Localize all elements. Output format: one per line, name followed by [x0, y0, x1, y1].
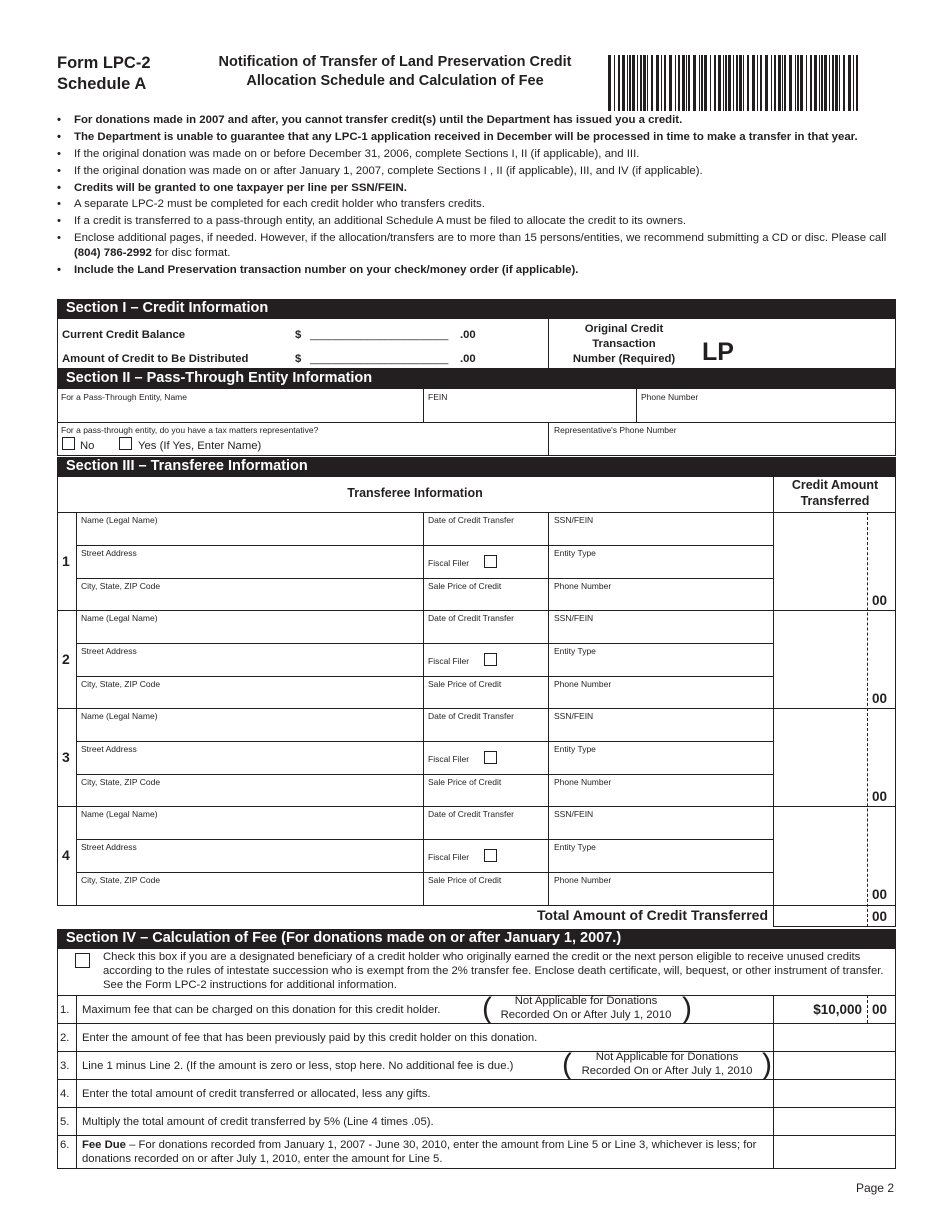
fiscal-filer-label: Fiscal Filer	[428, 754, 470, 764]
amount-distributed-label: Amount of Credit to Be Distributed	[62, 353, 249, 365]
bullet-4: • If the original donation was made on or after January 1, 2007, complete Sections I , II (if applicable), III, and IV (if applicable).	[57, 164, 897, 179]
line-1-cents: 00	[872, 1002, 888, 1017]
line-5-text: Multiply the total amount of credit transferred by 5% (Line 4 times .05).	[82, 1116, 434, 1128]
sale-price-field[interactable]: Sale Price of Credit	[428, 777, 502, 787]
fiscal-filer-label: Fiscal Filer	[428, 852, 470, 862]
transferee-info-heading: Transferee Information	[347, 486, 483, 500]
barcode-bar	[771, 55, 772, 111]
left-paren: (	[482, 992, 492, 1025]
name-field[interactable]: Name (Legal Name)	[81, 809, 158, 819]
divider	[76, 676, 773, 677]
cents-label: 00	[872, 691, 888, 706]
barcode-bar	[739, 55, 742, 111]
section-3-header: Section III – Transferee Information	[57, 457, 896, 476]
divider	[773, 926, 896, 927]
barcode-bar	[704, 55, 707, 111]
line-4-text: Enter the total amount of credit transferred or allocated, less any gifts.	[82, 1088, 431, 1100]
line-5-number: 5.	[60, 1116, 70, 1128]
line-1-value: $10,000	[813, 1002, 862, 1017]
divider	[57, 1023, 896, 1024]
barcode-bar	[795, 55, 796, 111]
sale-price-field[interactable]: Sale Price of Credit	[428, 875, 502, 885]
barcode-bar	[821, 55, 823, 111]
street-field[interactable]: Street Address	[81, 744, 137, 754]
ssn-field[interactable]: SSN/FEIN	[554, 613, 594, 623]
barcode-bar	[806, 55, 807, 111]
barcode-bar	[733, 55, 734, 111]
barcode-bar	[743, 55, 744, 111]
divider	[423, 388, 424, 422]
divider	[548, 512, 549, 906]
barcode-bar	[832, 55, 834, 111]
cents-label: 00	[872, 593, 888, 608]
phone-field[interactable]: Phone Number	[554, 679, 612, 689]
exempt-text: Check this box if you are a designated beneficiary of a credit holder who originally earned the credit or the next person eligible to receive unused credits according to the rules of intestate succession who is exempt from the 2% transfer fee. Enclose death certificate, will, bequest, or other instrument of transfer. See the Form LPC-2 instructions for additional information.	[103, 951, 884, 991]
barcode-bar	[608, 55, 611, 111]
divider	[76, 995, 77, 1169]
line-4-number: 4.	[60, 1088, 70, 1100]
divider	[423, 512, 424, 906]
divider	[636, 388, 637, 422]
name-field[interactable]: Name (Legal Name)	[81, 515, 158, 525]
credit-amount-line-2: Transferred	[800, 493, 870, 508]
cents-divider	[867, 512, 868, 927]
bullet-3: • If the original donation was made on or before December 31, 2006, complete Sections I, II (if applicable), and III.	[57, 147, 897, 162]
current-balance-label: Current Credit Balance	[62, 329, 186, 341]
na-line-2: Recorded On or After July 1, 2010	[581, 1064, 753, 1077]
barcode-bar	[710, 55, 711, 111]
line-1-text: Maximum fee that can be charged on this donation for this credit holder.	[82, 1004, 441, 1016]
total-cents-label: 00	[872, 909, 888, 924]
street-field[interactable]: Street Address	[81, 842, 137, 852]
barcode-bar	[819, 55, 820, 111]
bullet-5: • Credits will be granted to one taxpayer per line per SSN/FEIN.	[57, 181, 897, 196]
city-field[interactable]: City, State, ZIP Code	[81, 679, 161, 689]
barcode-bar	[725, 55, 727, 111]
ssn-field[interactable]: SSN/FEIN	[554, 515, 594, 525]
barcode-bar	[757, 55, 758, 111]
fee-due-label: Fee Due	[82, 1139, 126, 1151]
divider	[57, 1107, 896, 1108]
divider	[76, 774, 773, 775]
line-3-number: 3.	[60, 1060, 70, 1072]
fein-field[interactable]: FEIN	[428, 392, 448, 402]
barcode-bar	[629, 55, 631, 111]
sale-price-field[interactable]: Sale Price of Credit	[428, 679, 502, 689]
divider	[57, 512, 896, 513]
divider	[76, 839, 773, 840]
disc-phone: (804) 786-2992	[74, 246, 152, 259]
entity-type-field[interactable]: Entity Type	[554, 548, 596, 558]
name-field[interactable]: Name (Legal Name)	[81, 613, 158, 623]
barcode-bar	[714, 55, 716, 111]
street-field[interactable]: Street Address	[81, 646, 137, 656]
barcode-bar	[682, 55, 685, 111]
city-field[interactable]: City, State, ZIP Code	[81, 875, 161, 885]
city-field[interactable]: City, State, ZIP Code	[81, 581, 161, 591]
barcode-bar	[723, 55, 724, 111]
row-number: 3	[62, 749, 70, 765]
line-3-text: Line 1 minus Line 2. (If the amount is zero or less, stop here. No additional fee is due.)	[82, 1060, 514, 1072]
entity-type-field[interactable]: Entity Type	[554, 646, 596, 656]
date-field[interactable]: Date of Credit Transfer	[428, 515, 514, 525]
barcode-bar	[797, 55, 799, 111]
dollar-sign: $	[295, 329, 302, 341]
entity-type-field[interactable]: Entity Type	[554, 842, 596, 852]
total-credit-label: Total Amount of Credit Transferred	[536, 907, 768, 923]
current-balance-cents: .00	[460, 329, 476, 341]
bullet-9: • Include the Land Preservation transaction number on your check/money order (if applicable).	[57, 263, 897, 278]
barcode-bar	[810, 55, 812, 111]
original-credit-line-1: Original Credit	[584, 323, 664, 335]
line-6-text	[82, 1138, 768, 1166]
ssn-field[interactable]: SSN/FEIN	[554, 809, 594, 819]
barcode-bar	[789, 55, 792, 111]
original-credit-label	[560, 322, 688, 367]
barcode-bar	[627, 55, 628, 111]
cents-label: 00	[872, 789, 888, 804]
amount-distributed-field[interactable]: ______________________	[310, 353, 449, 365]
section-3-box	[57, 476, 896, 906]
barcode-bar	[782, 55, 783, 111]
barcode-bar	[760, 55, 762, 111]
barcode-bar	[718, 55, 721, 111]
cents-divider	[867, 995, 868, 1023]
divider	[548, 318, 549, 369]
fiscal-filer-checkbox[interactable]	[484, 555, 497, 568]
line-3-amount-input[interactable]	[774, 1052, 895, 1079]
barcode-bar	[774, 55, 776, 111]
street-field[interactable]: Street Address	[81, 548, 137, 558]
barcode-bar	[651, 55, 653, 111]
line-2-text: Enter the amount of fee that has been previously paid by this credit holder on this donation.	[82, 1032, 538, 1044]
bullet-8	[57, 231, 897, 260]
divider	[76, 545, 773, 546]
na-line-1: Not Applicable for Donations	[595, 1051, 739, 1063]
form-id	[57, 53, 151, 95]
row-number: 4	[62, 847, 70, 863]
barcode-bar	[661, 55, 662, 111]
line-2-number: 2.	[60, 1032, 70, 1044]
line-6-number: 6.	[60, 1139, 70, 1151]
phone-field[interactable]: Phone Number	[554, 777, 612, 787]
credit-amount-line-1: Credit Amount	[791, 478, 879, 492]
entity-name-field[interactable]: For a Pass-Through Entity, Name	[61, 392, 187, 402]
no-checkbox[interactable]	[62, 437, 75, 450]
cents-label: 00	[872, 887, 888, 902]
row-number: 2	[62, 651, 70, 667]
fiscal-filer-checkbox[interactable]	[484, 751, 497, 764]
exempt-checkbox[interactable]	[75, 953, 90, 968]
barcode-bar	[736, 55, 738, 111]
divider	[57, 806, 896, 807]
barcode-graphic	[608, 55, 862, 111]
barcode-bar	[637, 55, 638, 111]
dollar-sign: $	[295, 353, 302, 365]
barcode-bar	[643, 55, 646, 111]
barcode-bar	[765, 55, 768, 111]
entity-phone-field[interactable]: Phone Number	[641, 392, 699, 402]
barcode-bar	[747, 55, 749, 111]
transaction-number-input[interactable]	[745, 336, 890, 364]
original-credit-line-2: Transaction	[592, 338, 656, 350]
barcode-bar	[784, 55, 786, 111]
barcode-bar	[824, 55, 827, 111]
section-1-header: Section I – Credit Information	[57, 299, 896, 318]
barcode-bar	[686, 55, 687, 111]
divider	[548, 422, 549, 456]
bullet-1: • For donations made in 2007 and after, you cannot transfer credit(s) until the Department has issued you a credit.	[57, 113, 897, 128]
barcode-bar	[640, 55, 642, 111]
title-line-2: Allocation Schedule and Calculation of Fee	[246, 73, 544, 89]
rep-phone-field[interactable]: Representative's Phone Number	[554, 425, 677, 435]
tax-matters-question: For a pass-through entity, do you have a tax matters representative?	[61, 425, 319, 435]
fiscal-filer-checkbox[interactable]	[484, 849, 497, 862]
barcode-bar	[829, 55, 830, 111]
barcode-bar	[839, 55, 840, 111]
no-label: No	[80, 440, 95, 452]
divider	[57, 708, 896, 709]
divider	[76, 741, 773, 742]
barcode-bar	[835, 55, 838, 111]
section-4-header: Section IV – Calculation of Fee (For donations made on or after January 1, 2007.)	[57, 929, 896, 948]
barcode-bar	[614, 55, 615, 111]
barcode-bar	[664, 55, 666, 111]
not-applicable-note	[491, 995, 681, 1022]
not-applicable-note	[571, 1051, 763, 1078]
barcode-bar	[675, 55, 676, 111]
instructions-list	[57, 113, 897, 280]
barcode-bar	[618, 55, 620, 111]
barcode-bar	[688, 55, 690, 111]
line-5-amount-input[interactable]	[774, 1108, 895, 1135]
entity-type-field[interactable]: Entity Type	[554, 744, 596, 754]
title-line-1: Notification of Transfer of Land Preservation Credit	[218, 54, 572, 70]
phone-field[interactable]: Phone Number	[554, 581, 612, 591]
phone-field[interactable]: Phone Number	[554, 875, 612, 885]
line-1-number: 1.	[60, 1004, 70, 1016]
barcode-bar	[856, 55, 858, 111]
barcode-bar	[632, 55, 635, 111]
yes-label: Yes (If Yes, Enter Name)	[138, 440, 262, 452]
barcode-bar	[693, 55, 696, 111]
name-field[interactable]: Name (Legal Name)	[81, 711, 158, 721]
barcode-bar	[656, 55, 659, 111]
divider	[57, 610, 896, 611]
divider	[895, 906, 896, 926]
form-schedule: Schedule A	[57, 75, 147, 93]
city-field[interactable]: City, State, ZIP Code	[81, 777, 161, 787]
date-field[interactable]: Date of Credit Transfer	[428, 711, 514, 721]
right-paren: )	[682, 992, 692, 1025]
barcode-bar	[778, 55, 781, 111]
ssn-field[interactable]: SSN/FEIN	[554, 711, 594, 721]
fee-due-text: – For donations recorded from January 1, 2007 - June 30, 2010, enter the amount from Line 5 or Line 3, whichever is less; for donations recorded on or after July 1, 2010, enter the amount for Line 5.	[82, 1139, 757, 1165]
line-4-amount-input[interactable]	[774, 1080, 895, 1107]
bullet-8-text-end: for disc format.	[151, 246, 231, 259]
fiscal-filer-label: Fiscal Filer	[428, 656, 470, 666]
barcode-bar	[800, 55, 803, 111]
barcode-bar	[669, 55, 672, 111]
barcode-bar	[622, 55, 625, 111]
right-paren: )	[762, 1048, 772, 1081]
barcode-bar	[728, 55, 731, 111]
current-balance-field[interactable]: ______________________	[310, 329, 449, 341]
barcode-bar	[814, 55, 817, 111]
divider	[76, 872, 773, 873]
bullet-7: • If a credit is transferred to a pass-through entity, an additional Schedule A must be filed to allocate the credit to its owners.	[57, 214, 897, 229]
divider	[773, 476, 774, 926]
sale-price-field[interactable]: Sale Price of Credit	[428, 581, 502, 591]
line-2-amount-input[interactable]	[774, 1024, 895, 1051]
barcode-bar	[853, 55, 854, 111]
bullet-2: • The Department is unable to guarantee that any LPC-1 application received in December will be processed in time to make a transfer in that year.	[57, 130, 897, 145]
divider	[76, 512, 77, 906]
barcode-bar	[752, 55, 755, 111]
fiscal-filer-label: Fiscal Filer	[428, 558, 470, 568]
left-paren: (	[562, 1048, 572, 1081]
fee-due-amount-input[interactable]	[774, 1136, 895, 1169]
divider	[57, 422, 896, 423]
na-line-1: Not Applicable for Donations	[514, 995, 658, 1007]
barcode-bar	[701, 55, 703, 111]
date-field[interactable]: Date of Credit Transfer	[428, 613, 514, 623]
divider	[76, 578, 773, 579]
section-2-header: Section II – Pass-Through Entity Information	[57, 369, 896, 388]
bullet-8-text: Enclose additional pages, if needed. However, if the allocation/transfers are to more than 15 persons/entities, we recommend submitting a CD or disc. Please call	[74, 232, 887, 245]
barcode-bar	[848, 55, 851, 111]
credit-amount-heading	[774, 478, 896, 509]
form-number: Form LPC-2	[57, 54, 151, 72]
bullet-6: • A separate LPC-2 must be completed for each credit holder who transfers credits.	[57, 197, 897, 212]
date-field[interactable]: Date of Credit Transfer	[428, 809, 514, 819]
barcode-bar	[647, 55, 648, 111]
barcode-bar	[699, 55, 700, 111]
divider	[57, 995, 896, 996]
na-line-2: Recorded On or After July 1, 2010	[500, 1008, 672, 1021]
amount-distributed-cents: .00	[460, 353, 476, 365]
barcode-bar	[843, 55, 845, 111]
fiscal-filer-checkbox[interactable]	[484, 653, 497, 666]
barcode-bar	[678, 55, 680, 111]
form-title	[180, 53, 610, 91]
original-credit-line-3: Number (Required)	[572, 353, 676, 365]
row-number: 1	[62, 553, 70, 569]
page-number: Page 2	[855, 1181, 894, 1195]
yes-checkbox[interactable]	[119, 437, 132, 450]
divider	[57, 1135, 896, 1136]
lp-prefix: LP	[702, 338, 734, 366]
divider	[76, 643, 773, 644]
